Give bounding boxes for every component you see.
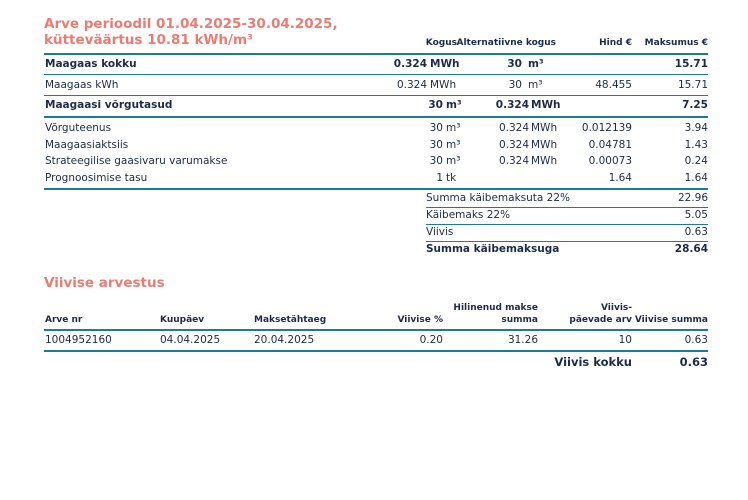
row-rule [44,74,708,75]
section-rule [44,188,708,190]
row-alt-unit: m³ [528,79,543,91]
penalty-kuupaev: 04.04.2025 [160,334,221,346]
penalty-arve-nr: 1004952160 [45,334,112,346]
summary-rule [426,241,708,242]
row-alt-unit: MWh [531,99,561,111]
row-label: Maagaasiaktsiis [45,139,129,151]
grand-total-amount: 28.64 [674,243,708,255]
row-qty: 0.324 [393,58,427,70]
row-amount: 15.71 [677,79,708,91]
row-amount: 7.25 [682,99,708,111]
row-qty: 1 [436,172,443,184]
row-label: Strateegilise gaasivaru varumakse [45,155,228,167]
summary-amount: 5.05 [684,209,708,221]
header-hilinenud-line2: summa [501,315,538,325]
invoice-title-line2: kütteväärtus 10.81 kWh/m³ [44,32,253,48]
penalty-maksetahtaeg: 20.04.2025 [254,334,315,346]
header-paevad-line2: päevade arv [569,315,632,325]
row-qty-unit: m³ [446,155,461,167]
penalty-header-rule [44,329,708,331]
row-qty-unit: MWh [430,58,460,70]
row-alt: 30 [508,79,522,91]
row-rule [44,116,708,118]
header-viivise-summa: Viivise summa [634,315,708,325]
row-label: Võrguteenus [45,122,112,134]
row-price: 48.455 [595,79,632,91]
row-qty: 30 [428,99,443,111]
row-label: Prognoosimise tasu [45,172,148,184]
penalty-title: Viivise arvestus [44,275,165,291]
summary-amount: 22.96 [677,192,708,204]
summary-amount: 0.63 [684,226,708,238]
header-arve-nr: Arve nr [45,315,83,325]
row-amount: 15.71 [674,58,708,70]
row-alt: 0.324 [498,122,529,134]
row-alt-unit: MWh [531,155,558,167]
grand-total-label: Summa käibemaksuga [426,243,560,255]
row-qty: 30 [429,122,443,134]
summary-rule [426,207,708,208]
row-price: 0.04781 [588,139,632,151]
row-alt-unit: m³ [528,58,544,70]
header-hilinenud-line1: Hilinenud makse [453,303,538,313]
row-alt: 0.324 [498,155,529,167]
penalty-row-rule [44,350,708,352]
row-alt: 0.324 [498,139,529,151]
row-qty-unit: m³ [446,99,462,111]
penalty-viivise-pct: 0.20 [419,334,443,346]
penalty-paevad: 10 [618,334,632,346]
header-paevad-line1: Viivis- [600,303,632,313]
header-rule [44,53,708,55]
row-price: 1.64 [608,172,632,184]
header-kuupaev: Kuupäev [160,315,205,325]
top-fragment [44,0,53,1]
row-qty-unit: m³ [446,139,461,151]
row-alt-unit: MWh [531,139,558,151]
row-qty: 30 [429,139,443,151]
row-qty: 0.324 [396,79,427,91]
row-label: Maagaasi võrgutasud [45,99,173,111]
row-qty-unit: tk [446,172,457,184]
row-rule [44,95,708,96]
header-viivise-pct: Viivise % [397,315,443,325]
header-alt-kogus: Alternatiivne kogus [456,38,556,48]
row-label: Maagaas kWh [45,79,119,91]
row-amount: 3.94 [684,122,708,134]
row-qty: 30 [429,155,443,167]
row-alt: 0.324 [495,99,529,111]
row-qty-unit: m³ [446,122,461,134]
penalty-total-amount: 0.63 [679,355,708,369]
row-amount: 1.43 [684,139,708,151]
penalty-hilinenud: 31.26 [507,334,538,346]
row-price: 0.00073 [588,155,632,167]
row-amount: 0.24 [684,155,708,167]
row-alt: 30 [507,58,522,70]
summary-label: Käibemaks 22% [426,209,511,221]
row-qty-unit: MWh [430,79,457,91]
penalty-summa: 0.63 [684,334,708,346]
penalty-total-label: Viivis kokku [554,355,632,369]
invoice-title-line1: Arve perioodil 01.04.2025-30.04.2025, [44,16,338,32]
summary-rule [426,224,708,225]
row-label: Maagaas kokku [45,58,137,70]
header-maksumus: Maksumus € [644,38,708,48]
summary-label: Viivis [426,226,454,238]
summary-label: Summa käibemaksuta 22% [426,192,571,204]
row-amount: 1.64 [684,172,708,184]
header-hind: Hind € [599,38,632,48]
row-price: 0.012139 [581,122,632,134]
header-kogus: Kogus [425,38,457,48]
header-maksetahtaeg: Maksetähtaeg [254,315,327,325]
row-alt-unit: MWh [531,122,558,134]
